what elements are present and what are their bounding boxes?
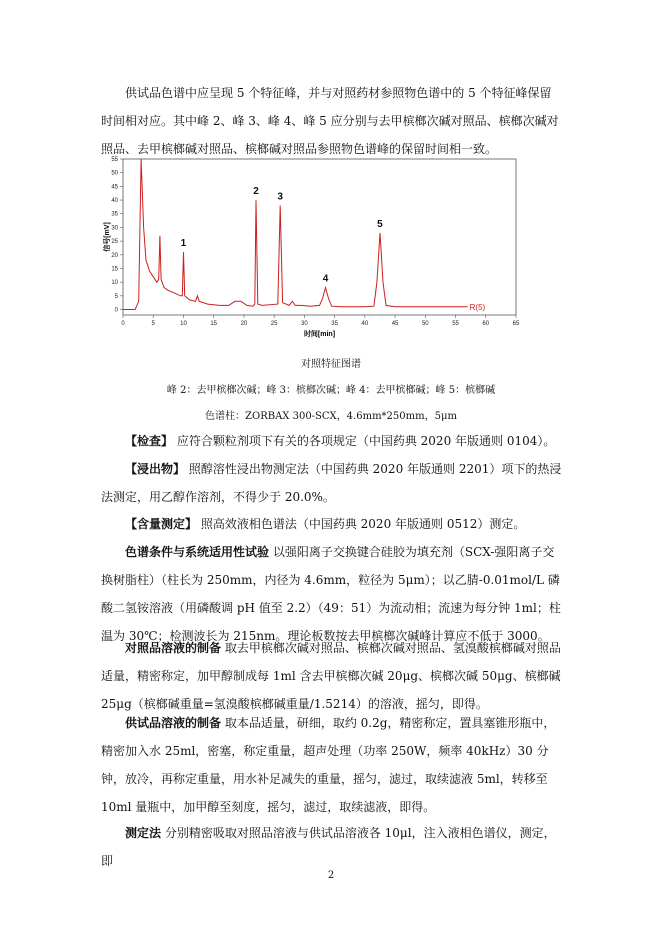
x-tick-label: 25 — [270, 321, 278, 327]
peak-label: 4 — [322, 273, 329, 285]
peak-label: 3 — [277, 191, 283, 203]
section-extract — [101, 455, 563, 511]
chromatogram-chart — [101, 153, 531, 348]
section-determination — [101, 819, 563, 875]
x-axis-label: 时间[min] — [303, 331, 336, 338]
x-tick-label: 50 — [421, 321, 429, 327]
section-reference-solution — [101, 634, 563, 718]
y-tick-label: 15 — [111, 266, 118, 273]
intro-paragraph — [101, 79, 563, 163]
section-label: 【含量测定】 — [125, 517, 198, 531]
y-tick-label: 50 — [111, 170, 118, 177]
peak-label: 1 — [180, 238, 187, 250]
x-tick-label: 35 — [331, 321, 338, 327]
figure-title: 对照特征图谱 — [301, 359, 361, 370]
section-text: 应符合颗粒剂项下有关的各项规定（中国药典 2020 年版通则 0104）。 — [176, 434, 556, 448]
y-tick-label: 30 — [111, 225, 118, 232]
column-info: 色谱柱：ZORBAX 300-SCX，4.6mm*250mm，5μm — [205, 411, 457, 422]
section-label: 【浸出物】 — [125, 462, 186, 476]
section-text: 以强阳离子交换键合硅胶为填充剂（SCX-强阳离子交换树脂柱）（柱长为 250mm，内径为 4.6mm，粒径为 5μm）；以乙腈-0.01mol/L 磷酸二氢铵溶液（用磷酸调 pH 值至 2.2）（49：51）为流动相；流速为每分钟 1ml；柱温为 30℃；检测波长为 215nm。理论板数按去甲槟榔次碱峰计算应不低于 3000。 — [101, 545, 561, 643]
section-label: 测定法 — [125, 826, 162, 840]
section-text: 取去甲槟榔次碱对照品、槟榔次碱对照品、氢溴酸槟榔碱对照品适量，精密称定，加甲醇制成每 1ml 含去甲槟榔次碱 20μg、槟榔次碱 50μg、槟榔碱 25μg（槟榔碱重量=氢溴酸槟榔碱重量/1.5214）的溶液，摇匀，即得。 — [101, 641, 561, 711]
chromatogram-trace — [123, 159, 468, 310]
section-label: 供试品溶液的制备 — [125, 716, 222, 730]
x-tick-label: 20 — [240, 321, 248, 327]
x-tick-label: 60 — [482, 321, 490, 327]
chart-ticks — [111, 157, 520, 327]
x-tick-label: 0 — [121, 321, 125, 327]
section-label: 色谱条件与系统适用性试验 — [125, 545, 270, 559]
section-test-solution — [101, 709, 563, 821]
x-tick-label: 15 — [210, 321, 218, 327]
y-tick-label: 25 — [111, 239, 118, 246]
section-label: 【检查】 — [125, 434, 174, 448]
section-text: 分别精密吸取对照品溶液与供试品溶液各 10μl，注入液相色谱仪，测定，即 — [101, 826, 556, 868]
x-tick-label: 45 — [391, 321, 399, 327]
y-tick-label: 10 — [111, 280, 118, 287]
peak-label: 2 — [253, 186, 259, 198]
section-text: 照高效液相色谱法（中国药典 2020 年版通则 0512）测定。 — [200, 517, 526, 531]
x-tick-label: 5 — [151, 321, 155, 327]
y-tick-label: 5 — [114, 293, 118, 300]
section-text: 照醇溶性浸出物测定法（中国药典 2020 年版通则 2201）项下的热浸法测定，用乙醇作溶剂，不得少于 20.0%。 — [101, 462, 562, 504]
x-tick-label: 30 — [301, 321, 308, 327]
x-tick-label: 10 — [180, 321, 187, 327]
x-tick-label: 40 — [361, 321, 369, 327]
peak-label: 5 — [377, 218, 383, 230]
peak-legend: 峰 2：去甲槟榔次碱；峰 3：槟榔次碱；峰 4：去甲槟榔碱；峰 5：槟榔碱 — [166, 385, 496, 396]
y-tick-label: 40 — [111, 198, 118, 205]
y-tick-label: 55 — [111, 157, 118, 163]
y-tick-label: 20 — [111, 252, 118, 259]
y-tick-label: 0 — [114, 307, 118, 314]
y-tick-label: 45 — [111, 184, 118, 191]
section-inspection — [101, 427, 563, 455]
series-name-label: R(5) — [469, 302, 486, 312]
y-tick-label: 35 — [111, 211, 118, 218]
y-axis-label: 信号[mV] — [104, 222, 111, 252]
x-tick-label: 55 — [452, 321, 459, 327]
section-label: 对照品溶液的制备 — [125, 641, 222, 655]
x-tick-label: 65 — [512, 321, 520, 327]
section-text: 取本品适量，研细，取约 0.2g，精密称定，置具塞锥形瓶中，精密加入水 25ml，密塞，称定重量，超声处理（功率 250W，频率 40kHz）30 分钟，放冷，再称定重量，用水补足减失的重量，摇匀，滤过，取续滤液 5ml，转移至 10ml 量瓶中，加甲醇至刻度，摇匀，滤过，取续滤液，即得。 — [101, 716, 556, 814]
intro-text: 供试品色谱中应呈现 5 个特征峰，并与对照药材参照物色谱中的 5 个特征峰保留时间相对应。其中峰 2、峰 3、峰 4、峰 5 应分别与去甲槟榔次碱对照品、槟榔次碱对照品、去甲槟榔碱对照品、槟榔碱对照品参照物色谱峰的保留时间相一致。 — [101, 86, 559, 156]
section-assay — [101, 510, 563, 538]
page-number: 2 — [327, 870, 335, 881]
